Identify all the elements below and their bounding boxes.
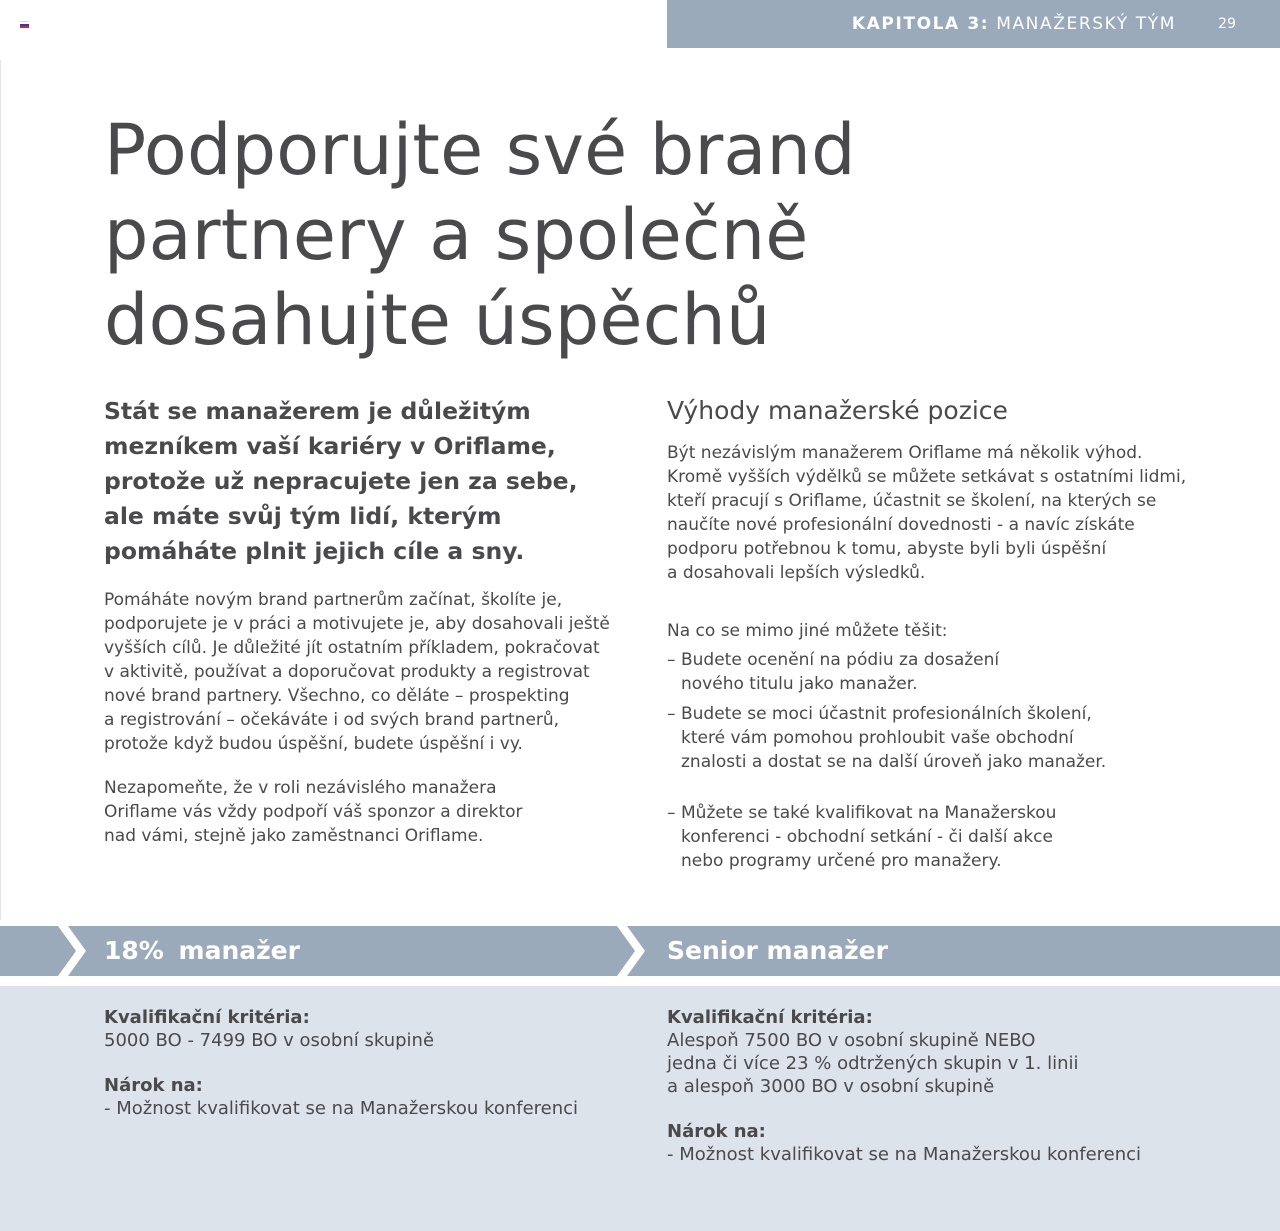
lead-line: mezníkem vaší kariéry v Oriflame, bbox=[104, 432, 556, 460]
list-dash: – bbox=[667, 803, 676, 823]
text-line: Budete se moci účastnit profesionálních školení, bbox=[681, 704, 1092, 724]
benefits-intro: Na co se mimo jiné můžete těšit: bbox=[667, 621, 948, 641]
list-item bbox=[667, 648, 1207, 696]
page-number: 29 bbox=[1218, 16, 1236, 32]
headline-line: Podporujte své brand bbox=[104, 109, 856, 191]
text-line: protože když budou úspěšní, budete úspěšní i vy. bbox=[104, 734, 523, 754]
text-line: Kromě vyšších výdělků se můžete setkávat s ostatními lidmi, bbox=[667, 467, 1187, 487]
benefits-paragraph bbox=[667, 441, 1207, 585]
chapter-name: MANAŽERSKÝ TÝM bbox=[996, 14, 1176, 34]
qualification-line: 5000 BO - 7499 BO v osobní skupině bbox=[104, 1030, 435, 1051]
text-line: nové brand partnery. Všechno, co děláte – prospekting bbox=[104, 686, 570, 706]
criteria-right bbox=[667, 1006, 1227, 1166]
left-paragraph-1 bbox=[104, 588, 634, 756]
text-line: konferenci - obchodní setkání - či další akce bbox=[681, 827, 1053, 847]
page-headline bbox=[104, 108, 904, 363]
list-dash: – bbox=[667, 704, 676, 724]
qualification-line: jedna či více 23 % odtržených skupin v 1. linii bbox=[667, 1053, 1079, 1074]
text-line: podporujete je v práci a motivujete je, aby dosahovali ještě bbox=[104, 614, 610, 634]
text-line: Můžete se také kvalifikovat na Manažerskou bbox=[681, 803, 1057, 823]
chapter-header bbox=[667, 0, 1280, 48]
text-line: které vám pomohou prohloubit vaše obchodní bbox=[681, 728, 1074, 748]
claim-label: Nárok na: bbox=[104, 1075, 203, 1096]
lead-line: Stát se manažerem je důležitým bbox=[104, 397, 531, 425]
band-title-manager-18: 18% manažer bbox=[104, 936, 300, 965]
headline-line: dosahujte úspěchů bbox=[104, 279, 771, 361]
claim-line: - Možnost kvalifikovat se na Manažerskou konferenci bbox=[667, 1144, 1142, 1165]
qualification-label: Kvalifikační kritéria: bbox=[667, 1007, 873, 1028]
lead-line: ale máte svůj tým lidí, kterým bbox=[104, 502, 502, 530]
text-line: nebo programy určené pro manažery. bbox=[681, 851, 1002, 871]
list-item bbox=[667, 801, 1207, 873]
text-line: vyšších cílů. Je důležité jít ostatním příkladem, pokračovat bbox=[104, 638, 600, 658]
text-line: kteří pracují s Oriflame, účastnit se školení, na kterých se bbox=[667, 491, 1157, 511]
criteria-left bbox=[104, 1006, 624, 1120]
language-flag-icon bbox=[20, 21, 29, 27]
text-line: a dosahovali lepších výsledků. bbox=[667, 563, 926, 583]
text-line: znalosti a dostat se na další úroveň jako manažer. bbox=[681, 752, 1107, 772]
text-line: a registrování – očekáváte i od svých brand partnerů, bbox=[104, 710, 560, 730]
chapter-label: KAPITOLA 3: bbox=[851, 14, 990, 34]
page-edge-rule bbox=[0, 60, 1, 920]
title-band bbox=[0, 926, 1280, 976]
claim-line: - Možnost kvalifikovat se na Manažerskou konferenci bbox=[104, 1098, 579, 1119]
band-title-senior-manager: Senior manažer bbox=[667, 936, 888, 965]
headline-line: partnery a společně bbox=[104, 194, 809, 276]
text-line: Nezapomeňte, že v roli nezávislého manažera bbox=[104, 778, 497, 798]
text-line: naučíte nové profesionální dovednosti - a navíc získáte bbox=[667, 515, 1135, 535]
text-line: nového titulu jako manažer. bbox=[681, 674, 918, 694]
lead-paragraph bbox=[104, 394, 594, 569]
text-line: Pomáháte novým brand partnerům začínat, školíte je, bbox=[104, 590, 563, 610]
qualification-line: a alespoň 3000 BO v osobní skupině bbox=[667, 1076, 995, 1097]
claim-label: Nárok na: bbox=[667, 1121, 766, 1142]
qualification-line: Alespoň 7500 BO v osobní skupině NEBO bbox=[667, 1030, 1036, 1051]
text-line: nad vámi, stejně jako zaměstnanci Oriflame. bbox=[104, 826, 484, 846]
list-dash: – bbox=[667, 650, 676, 670]
text-line: Být nezávislým manažerem Oriflame má několik výhod. bbox=[667, 443, 1143, 463]
benefits-title: Výhody manažerské pozice bbox=[667, 396, 1008, 425]
chapter-title bbox=[852, 14, 1176, 34]
text-line: podporu potřebnou k tomu, abyste byli byli úspěšní bbox=[667, 539, 1107, 559]
qualification-label: Kvalifikační kritéria: bbox=[104, 1007, 310, 1028]
text-line: v aktivitě, používat a doporučovat produkty a registrovat bbox=[104, 662, 590, 682]
left-paragraph-2 bbox=[104, 776, 554, 848]
lead-line: pomáháte plnit jejich cíle a sny. bbox=[104, 537, 525, 565]
text-line: Oriflame vás vždy podpoří váš sponzor a direktor bbox=[104, 802, 523, 822]
benefits-list bbox=[667, 648, 1207, 780]
benefits-list-2 bbox=[667, 801, 1207, 879]
text-line: Budete ocenění na pódiu za dosažení bbox=[681, 650, 1000, 670]
list-item bbox=[667, 702, 1207, 774]
lead-line: protože už nepracujete jen za sebe, bbox=[104, 467, 578, 495]
